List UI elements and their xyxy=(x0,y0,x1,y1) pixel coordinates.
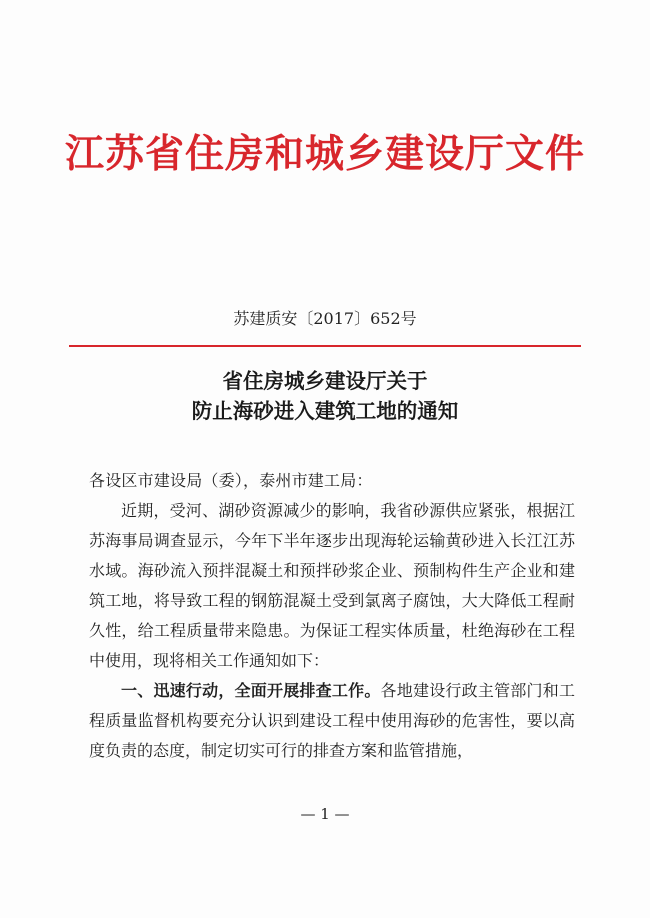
page-number: — 1 — xyxy=(300,805,350,823)
document-header-title: 江苏省住房和城乡建设厅文件 xyxy=(64,132,585,177)
document-title xyxy=(0,366,650,426)
red-separator-line xyxy=(69,345,581,347)
paragraph-action-1-heading: 一、迅速行动，全面开展排查工作。 xyxy=(121,681,381,700)
document-number: 苏建质安〔2017〕652号 xyxy=(233,309,417,328)
salutation: 各设区市建设局（委），泰州市建工局： xyxy=(89,471,373,490)
document-title-line-1: 省住房城乡建设厅关于 xyxy=(222,369,428,393)
paragraph-action-1-text: 各地建设行政主管部门和工程质量监督机构要充分认识到建设工程中使用海砂的危害性，要以高度负责的态度，制定切实可行的排查方案和监管措施， xyxy=(89,681,575,760)
paragraph-action-1 xyxy=(89,676,575,766)
document-title-line-2: 防止海砂进入建筑工地的通知 xyxy=(191,399,459,423)
document-body xyxy=(89,466,575,766)
paragraph-background: 近期，受河、湖砂资源减少的影响，我省砂源供应紧张，根据江苏海事局调查显示，今年下半年逐步出现海轮运输黄砂进入长江江苏水域。海砂流入预拌混凝土和预拌砂浆企业、预制构件生产企业和建筑工地，将导致工程的钢筋混凝土受到氯离子腐蚀，大大降低工程耐久性，给工程质量带来隐患。为保证工程实体质量，杜绝海砂在工程中使用，现将相关工作通知如下： xyxy=(89,501,575,670)
